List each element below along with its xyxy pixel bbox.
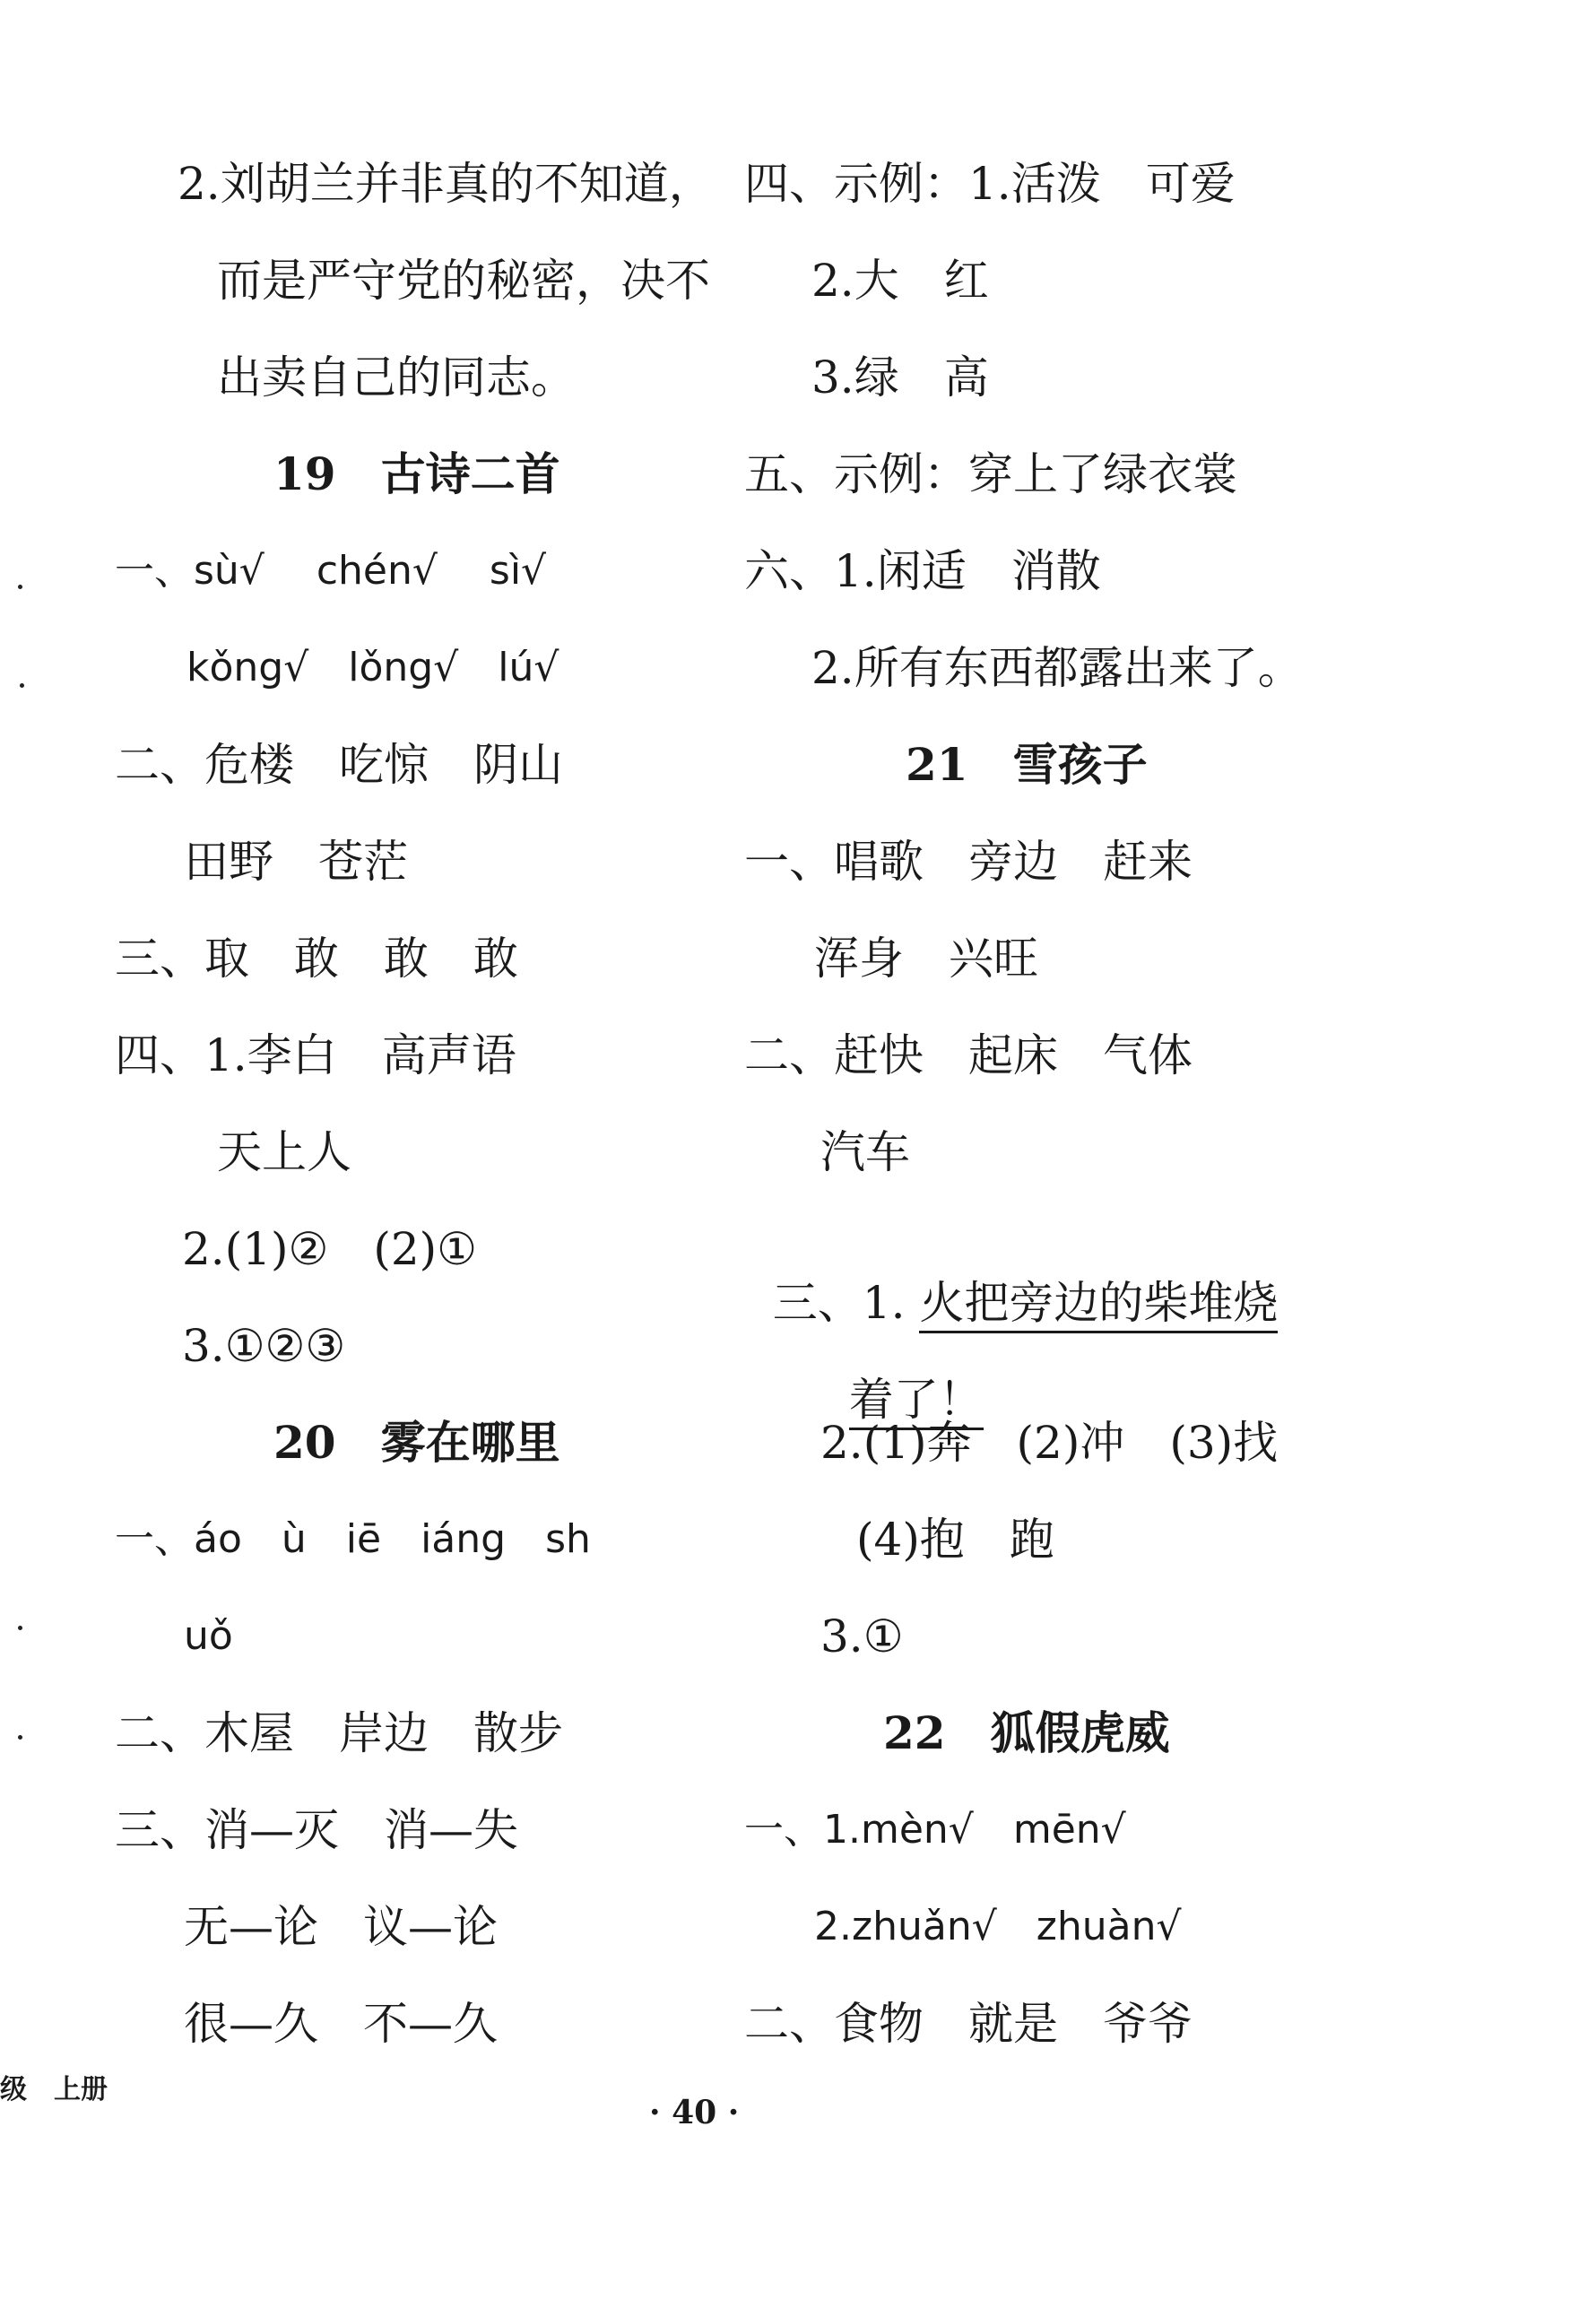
answer-line: 田野 苍茫	[184, 836, 408, 888]
answer-line: 二、食物 就是 爷爷	[744, 1998, 1193, 2050]
answer-line: 三、取 敢 敢 敢	[115, 933, 518, 985]
answer-line: 一、1.mèn√ mēn√	[744, 1807, 1126, 1853]
answer-line: 二、赶快 起床 气体	[744, 1029, 1193, 1081]
margin-dot	[18, 585, 22, 589]
answer-line: 很—久 不—久	[184, 1998, 498, 2050]
page-number: · 40 ·	[649, 2094, 740, 2131]
underlined-answer: 火把旁边的柴堆烧	[919, 1277, 1278, 1333]
answer-line: 一、áo ù iē iáng sh	[115, 1516, 591, 1562]
answer-line: 一、sù√ chén√ sì√	[115, 548, 547, 594]
lesson-heading: 22 狐假虎威	[883, 1706, 1170, 1759]
underlined-answer: 着了！	[849, 1374, 984, 1430]
answer-line: 浑身 兴旺	[814, 933, 1038, 985]
answer-line: 而是严守党的秘密，决不	[217, 255, 710, 307]
answer-line: (4)抱 跑	[856, 1514, 1054, 1566]
answer-line: 2.zhuǎn√ zhuàn√	[814, 1904, 1182, 1949]
answer-line	[820, 1319, 984, 1427]
lesson-heading: 20 雾在哪里	[273, 1416, 560, 1469]
answer-line: 二、木屋 岸边 散步	[115, 1707, 563, 1759]
answer-prefix: 三、1.	[772, 1277, 920, 1329]
answer-line: uǒ	[184, 1613, 233, 1659]
answer-line: 3.①	[820, 1610, 904, 1662]
answer-line	[744, 1222, 1278, 1330]
lesson-heading: 19 古诗二首	[273, 447, 560, 500]
answer-line: 六、1.闲适 消散	[744, 545, 1101, 597]
answer-line: 四、示例：1.活泼 可爱	[744, 158, 1236, 210]
answer-line: 无—论 议—论	[184, 1901, 498, 1953]
margin-dot	[18, 1626, 22, 1630]
answer-line: 3.绿 高	[811, 352, 989, 404]
answer-line: 二、危楼 吃惊 阴山	[115, 739, 563, 791]
answer-line: 三、消—灭 消—失	[115, 1804, 518, 1856]
answer-line: 天上人	[217, 1126, 351, 1178]
answer-line: 一、唱歌 旁边 赶来	[744, 836, 1193, 888]
answer-line: 2.所有东西都露出来了。	[811, 642, 1303, 694]
answer-line: 2.(1)奔 (2)冲 (3)找	[820, 1417, 1279, 1469]
grade-footer: 级 上册	[0, 2074, 108, 2105]
answer-line: kǒng√ lǒng√ lú√	[186, 645, 559, 690]
answer-line: 2.刘胡兰并非真的不知道，	[178, 158, 714, 210]
answer-line: 3.①②③	[182, 1320, 346, 1372]
margin-dot	[18, 1735, 22, 1740]
margin-dot	[20, 683, 24, 688]
answer-line: 四、1.李白 高声语	[115, 1029, 516, 1081]
answer-line: 2.(1)② (2)①	[182, 1223, 478, 1275]
lesson-heading: 21 雪孩子	[906, 738, 1148, 791]
answer-line: 出卖自己的同志。	[217, 352, 576, 404]
answer-line: 汽车	[820, 1126, 910, 1178]
answer-line: 2.大 红	[811, 255, 989, 307]
answer-line: 五、示例：穿上了绿衣裳	[744, 448, 1237, 500]
